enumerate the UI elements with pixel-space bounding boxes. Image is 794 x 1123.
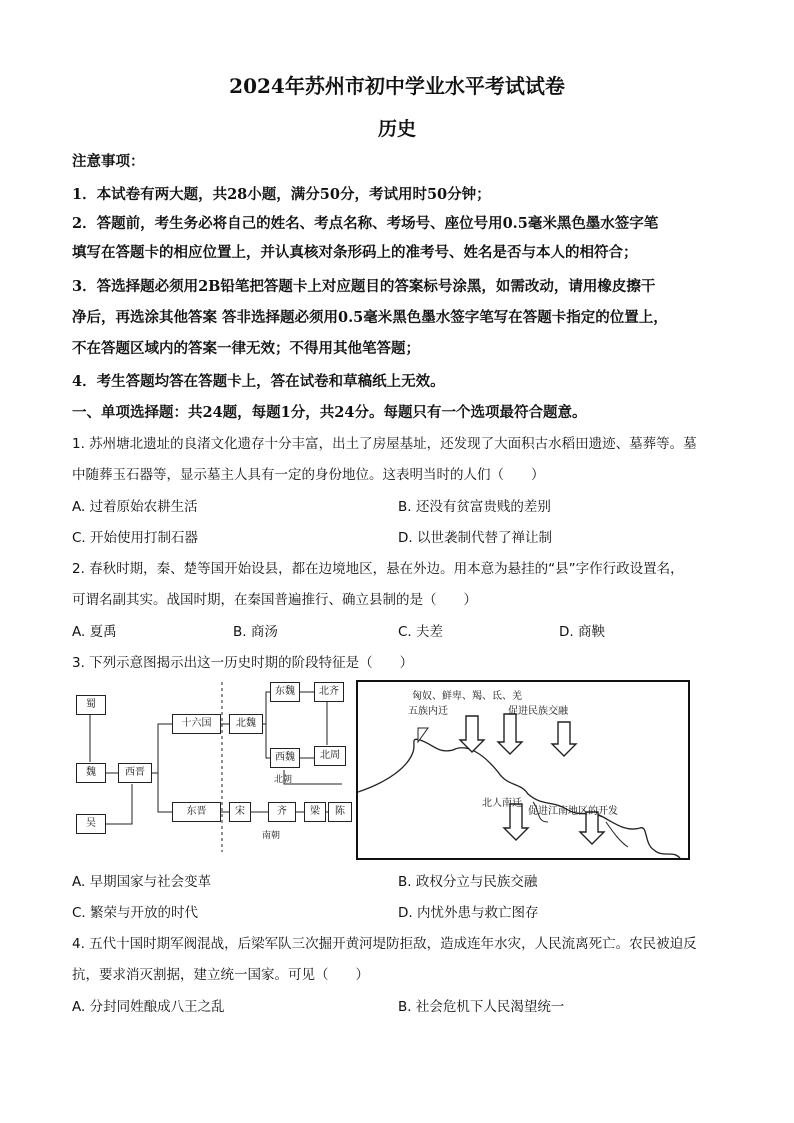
- node-wei: 魏: [76, 763, 106, 783]
- migration-map: [356, 680, 690, 860]
- node-shu: 蜀: [76, 695, 106, 715]
- node-chen: 陈: [328, 802, 352, 822]
- node-dongjin: 东晋: [172, 802, 221, 822]
- option-c[interactable]: C. 繁荣与开放的时代: [72, 905, 199, 921]
- map-label-jiangnan: 促进江南地区的开发: [528, 806, 618, 817]
- option-c[interactable]: C. 开始使用打制石器: [72, 530, 199, 546]
- map-label-peoples: 匈奴、鲜卑、羯、氐、羌: [412, 691, 522, 702]
- node-beiqi: 北齐: [314, 682, 344, 702]
- option-a[interactable]: A. 分封同姓酿成八王之乱: [72, 999, 225, 1015]
- node-wu: 吴: [76, 814, 106, 834]
- option-b[interactable]: B. 商汤: [233, 624, 278, 640]
- map-label-migration: 五族内迁: [408, 706, 448, 717]
- node-sixteen-kingdoms: 十六国: [172, 714, 221, 734]
- option-a[interactable]: A. 夏禹: [72, 624, 117, 640]
- question-text: 抗，要求消灭割据，建立统一国家。可见（ ）: [72, 967, 369, 983]
- map-label-fusion: 促进民族交融: [508, 706, 568, 717]
- exam-title: 2024年苏州市初中学业水平考试试卷: [229, 74, 565, 98]
- notice-item: 不在答题区域内的答案一律无效；不得用其他笔答题；: [72, 340, 420, 357]
- node-song: 宋: [229, 802, 251, 822]
- option-b[interactable]: B. 政权分立与民族交融: [398, 874, 538, 890]
- node-xijin: 西晋: [118, 763, 152, 783]
- option-d[interactable]: D. 内忧外患与救亡图存: [398, 905, 539, 921]
- question-text: 3. 下列示意图揭示出这一历史时期的阶段特征是（ ）: [72, 655, 414, 671]
- option-d[interactable]: D. 商鞅: [559, 624, 605, 640]
- label-nanchao: 南朝: [262, 831, 281, 841]
- section-heading: 一、单项选择题：共24题，每题1分，共24分。每题只有一个选项最符合题意。: [72, 404, 587, 421]
- notice-item: 1．本试卷有两大题，共28小题，满分50分，考试用时50分钟；: [72, 186, 491, 203]
- label-beichao: 北朝: [274, 775, 293, 785]
- node-liang: 梁: [304, 802, 326, 822]
- notice-item: 填写在答题卡的相应位置上，并认真核对条形码上的准考号、姓名是否与本人的相符合；: [72, 244, 638, 261]
- option-d[interactable]: D. 以世袭制代替了禅让制: [398, 530, 552, 546]
- question-text: 可谓名副其实。战国时期，在秦国普遍推行、确立县制的是（ ）: [72, 592, 477, 608]
- question-text: 中随葬玉石器等，显示墓主人具有一定的身份地位。这表明当时的人们（ ）: [72, 467, 545, 483]
- option-b[interactable]: B. 社会危机下人民渴望统一: [398, 999, 565, 1015]
- node-dongwei: 东魏: [270, 682, 300, 702]
- question-text: 4. 五代十国时期军阀混战，后梁军队三次掘开黄河堤防拒敌，造成连年水灾，人民流离死亡。农民被迫反: [72, 936, 697, 952]
- notice-item: 2．答题前，考生务必将自己的姓名、考点名称、考场号、座位号用0.5毫米黑色墨水签字笔: [72, 215, 659, 232]
- map-label-south-move: 北人南迁: [482, 798, 522, 809]
- node-qi: 齐: [268, 802, 296, 822]
- notice-item: 3．答选择题必须用2B铅笔把答题卡上对应题目的答案标号涂黑，如需改动，请用橡皮擦干: [72, 278, 656, 295]
- subject-title: 历史: [377, 118, 416, 140]
- option-a[interactable]: A. 过着原始农耕生活: [72, 499, 198, 515]
- node-xiwei: 西魏: [270, 748, 300, 768]
- question-text: 1. 苏州塘北遗址的良渚文化遗存十分丰富，出土了房屋基址，还发现了大面积古水稻田遗迹、墓葬等。墓: [72, 436, 697, 452]
- dynasty-flow-diagram: [72, 682, 352, 852]
- notice-item: 净后，再选涂其他答案 答非选择题必须用0.5毫米黑色墨水签字笔写在答题卡指定的位置上，: [72, 309, 668, 326]
- node-beiwei: 北魏: [229, 714, 263, 734]
- option-c[interactable]: C. 夫差: [398, 624, 444, 640]
- question-text: 2. 春秋时期，秦、楚等国开始设县，都在边境地区，悬在外边。用本意为悬挂的“县”字作行政设置名，: [72, 561, 684, 577]
- option-b[interactable]: B. 还没有贫富贵贱的差别: [398, 499, 551, 515]
- diagram-connectors: [72, 682, 352, 852]
- notice-item: 4．考生答题均答在答题卡上，答在试卷和草稿纸上无效。: [72, 373, 445, 390]
- node-beizhou: 北周: [314, 746, 346, 766]
- notice-heading: 注意事项：: [72, 153, 145, 170]
- option-a[interactable]: A. 早期国家与社会变革: [72, 874, 212, 890]
